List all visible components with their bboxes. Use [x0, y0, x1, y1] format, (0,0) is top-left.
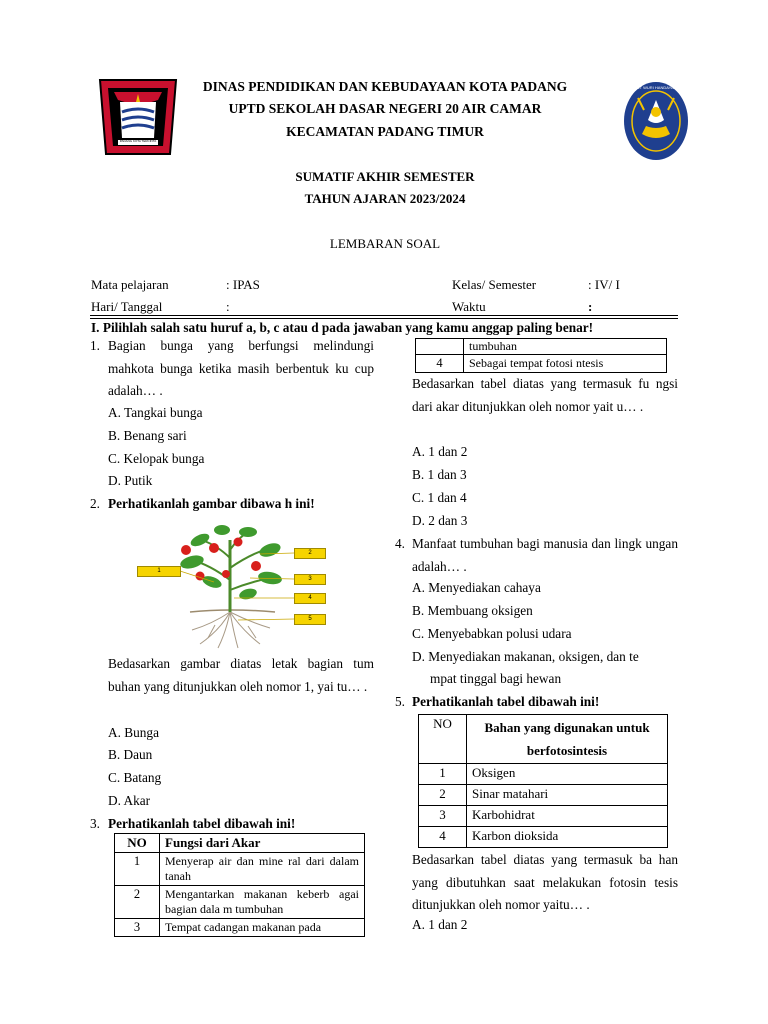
q5-row-no: 3 [419, 806, 467, 827]
q5-row-item: Karbon dioksida [467, 827, 668, 848]
table-row [419, 806, 668, 827]
tut-wuri-caption: TUT WURI HANDAYANI [634, 85, 678, 90]
q2-option-b: B. Daun [108, 747, 153, 762]
day-value: : [226, 299, 230, 314]
day-label: Hari/ Tanggal [91, 299, 163, 314]
table-row [115, 886, 365, 919]
sheet-title: LEMBARAN SOAL [329, 236, 441, 251]
subject-value: : IPAS [226, 277, 260, 292]
plant-label-1: 1 [137, 566, 181, 577]
q3-number: 3. [90, 816, 100, 831]
table-row [416, 355, 667, 373]
plant-label-2: 2 [294, 548, 326, 559]
header-divider [90, 315, 678, 319]
q2-number: 2. [90, 496, 100, 511]
q2-option-d: D. Akar [108, 793, 151, 808]
q4-option-d-cont: mpat tinggal bagi hewan [430, 671, 562, 686]
class-label: Kelas/ Semester [452, 277, 537, 292]
q4-option-c: C. Menyebabkan polusi udara [412, 626, 572, 641]
time-value: : [588, 299, 593, 314]
q5-row-item: Karbohidrat [467, 806, 668, 827]
q1-text: Bagian bunga yang berfungsi melindungi mahkota bunga ketika masih berbentuk ku cup adalah… . [108, 338, 374, 399]
q5-option-a: A. 1 dan 2 [412, 917, 468, 932]
q3-row-function: Tempat cadangan makanan pada [160, 919, 365, 937]
q1-number: 1. [90, 338, 100, 353]
q5-row-no: 4 [419, 827, 467, 848]
q4-option-d: D. Menyediakan makanan, oksigen, dan te [412, 649, 639, 664]
exam-title: SUMATIF AKHIR SEMESTER [295, 169, 475, 184]
q3-row-no: 4 [416, 355, 464, 373]
q3-row-no: 3 [115, 919, 160, 937]
plant-label-3: 3 [294, 574, 326, 585]
table-row [419, 827, 668, 848]
q5-row-item: Sinar matahari [467, 785, 668, 806]
q3-option-b: B. 1 dan 3 [412, 467, 467, 482]
q1-option-d: D. Putik [108, 473, 153, 488]
q4-option-b: B. Membuang oksigen [412, 603, 533, 618]
q3-option-a: A. 1 dan 2 [412, 444, 468, 459]
q4-text: Manfaat tumbuhan bagi manusia dan lingk ungan adalah… . [412, 536, 678, 574]
q3-col-function: Fungsi dari Akar [160, 834, 365, 853]
q1-option-a: A. Tangkai bunga [108, 405, 203, 420]
q3-row-no: 1 [115, 853, 160, 886]
q3-row-function: Sebagai tempat fotosi ntesis [464, 355, 667, 373]
q5-row-no: 1 [419, 764, 467, 785]
q3-table-continued [415, 338, 667, 373]
q3-text: Perhatikanlah tabel dibawah ini! [108, 816, 296, 831]
plant-label-5: 5 [294, 614, 326, 625]
tut-wuri-handayani-logo [622, 80, 690, 162]
q3-cont-empty-cell [416, 339, 464, 355]
q1-option-b: B. Benang sari [108, 428, 187, 443]
time-label: Waktu [452, 299, 486, 314]
table-row [416, 339, 667, 355]
q4-option-a: A. Menyediakan cahaya [412, 580, 541, 595]
q2-option-c: C. Batang [108, 770, 162, 785]
table-row [115, 919, 365, 937]
q3-row-function: Menyerap air dan mine ral dari dalam tanah [160, 853, 365, 886]
q3-option-d: D. 2 dan 3 [412, 513, 468, 528]
subject-label: Mata pelajaran [91, 277, 169, 292]
q3-option-c: C. 1 dan 4 [412, 490, 467, 505]
q2-body: Bedasarkan gambar diatas letak bagian tum buhan yang ditunjukkan oleh nomor 1, yai tu… . [108, 656, 374, 694]
header-line-2: UPTD SEKOLAH DASAR NEGERI 20 AIR CAMAR [228, 101, 542, 116]
exam-year: TAHUN AJARAN 2023/2024 [304, 191, 466, 206]
q2-option-a: A. Bunga [108, 725, 159, 740]
q5-row-no: 2 [419, 785, 467, 806]
instruction: I. Pilihlah salah satu huruf a, b, c atau d pada jawaban yang kamu anggap paling benar! [91, 320, 594, 335]
q3-row-function: Mengantarkan makanan keberb agai bagian dala m tumbuhan [160, 886, 365, 919]
q3-body: Bedasarkan tabel diatas yang termasuk fu ngsi dari akar ditunjukkan oleh nomor yait u… . [412, 376, 678, 414]
q5-text: Perhatikanlah tabel dibawah ini! [412, 694, 600, 709]
table-row [419, 785, 668, 806]
class-value: : IV/ I [588, 277, 620, 292]
plant-illustration [130, 520, 342, 650]
plant-label-4: 4 [294, 593, 326, 604]
table-row [419, 764, 668, 785]
q5-col-item: Bahan yang digunakan untuk berfotosintesis [467, 715, 668, 764]
table-row [115, 853, 365, 886]
q5-table [418, 714, 668, 848]
header-line-3: KECAMATAN PADANG TIMUR [286, 124, 484, 139]
q1-option-c: C. Kelopak bunga [108, 451, 205, 466]
q3-table [114, 833, 365, 937]
q2-text: Perhatikanlah gambar dibawa h ini! [108, 496, 315, 511]
q5-number: 5. [395, 694, 405, 709]
q3-cont-row-function: tumbuhan [464, 339, 667, 355]
q3-row-no: 2 [115, 886, 160, 919]
padang-crest-caption: PADANG KOTA TERCINTA [119, 139, 157, 143]
q5-col-no: NO [419, 715, 467, 764]
header-line-1: DINAS PENDIDIKAN DAN KEBUDAYAAN KOTA PADANG [202, 79, 568, 94]
q3-col-no: NO [115, 834, 160, 853]
q5-row-item: Oksigen [467, 764, 668, 785]
q5-body: Bedasarkan tabel diatas yang termasuk ba han yang dibutuhkan saat melakukan fotosin tesis ditunjukkan oleh nomor yaitu… . [412, 852, 678, 913]
q4-number: 4. [395, 536, 405, 551]
